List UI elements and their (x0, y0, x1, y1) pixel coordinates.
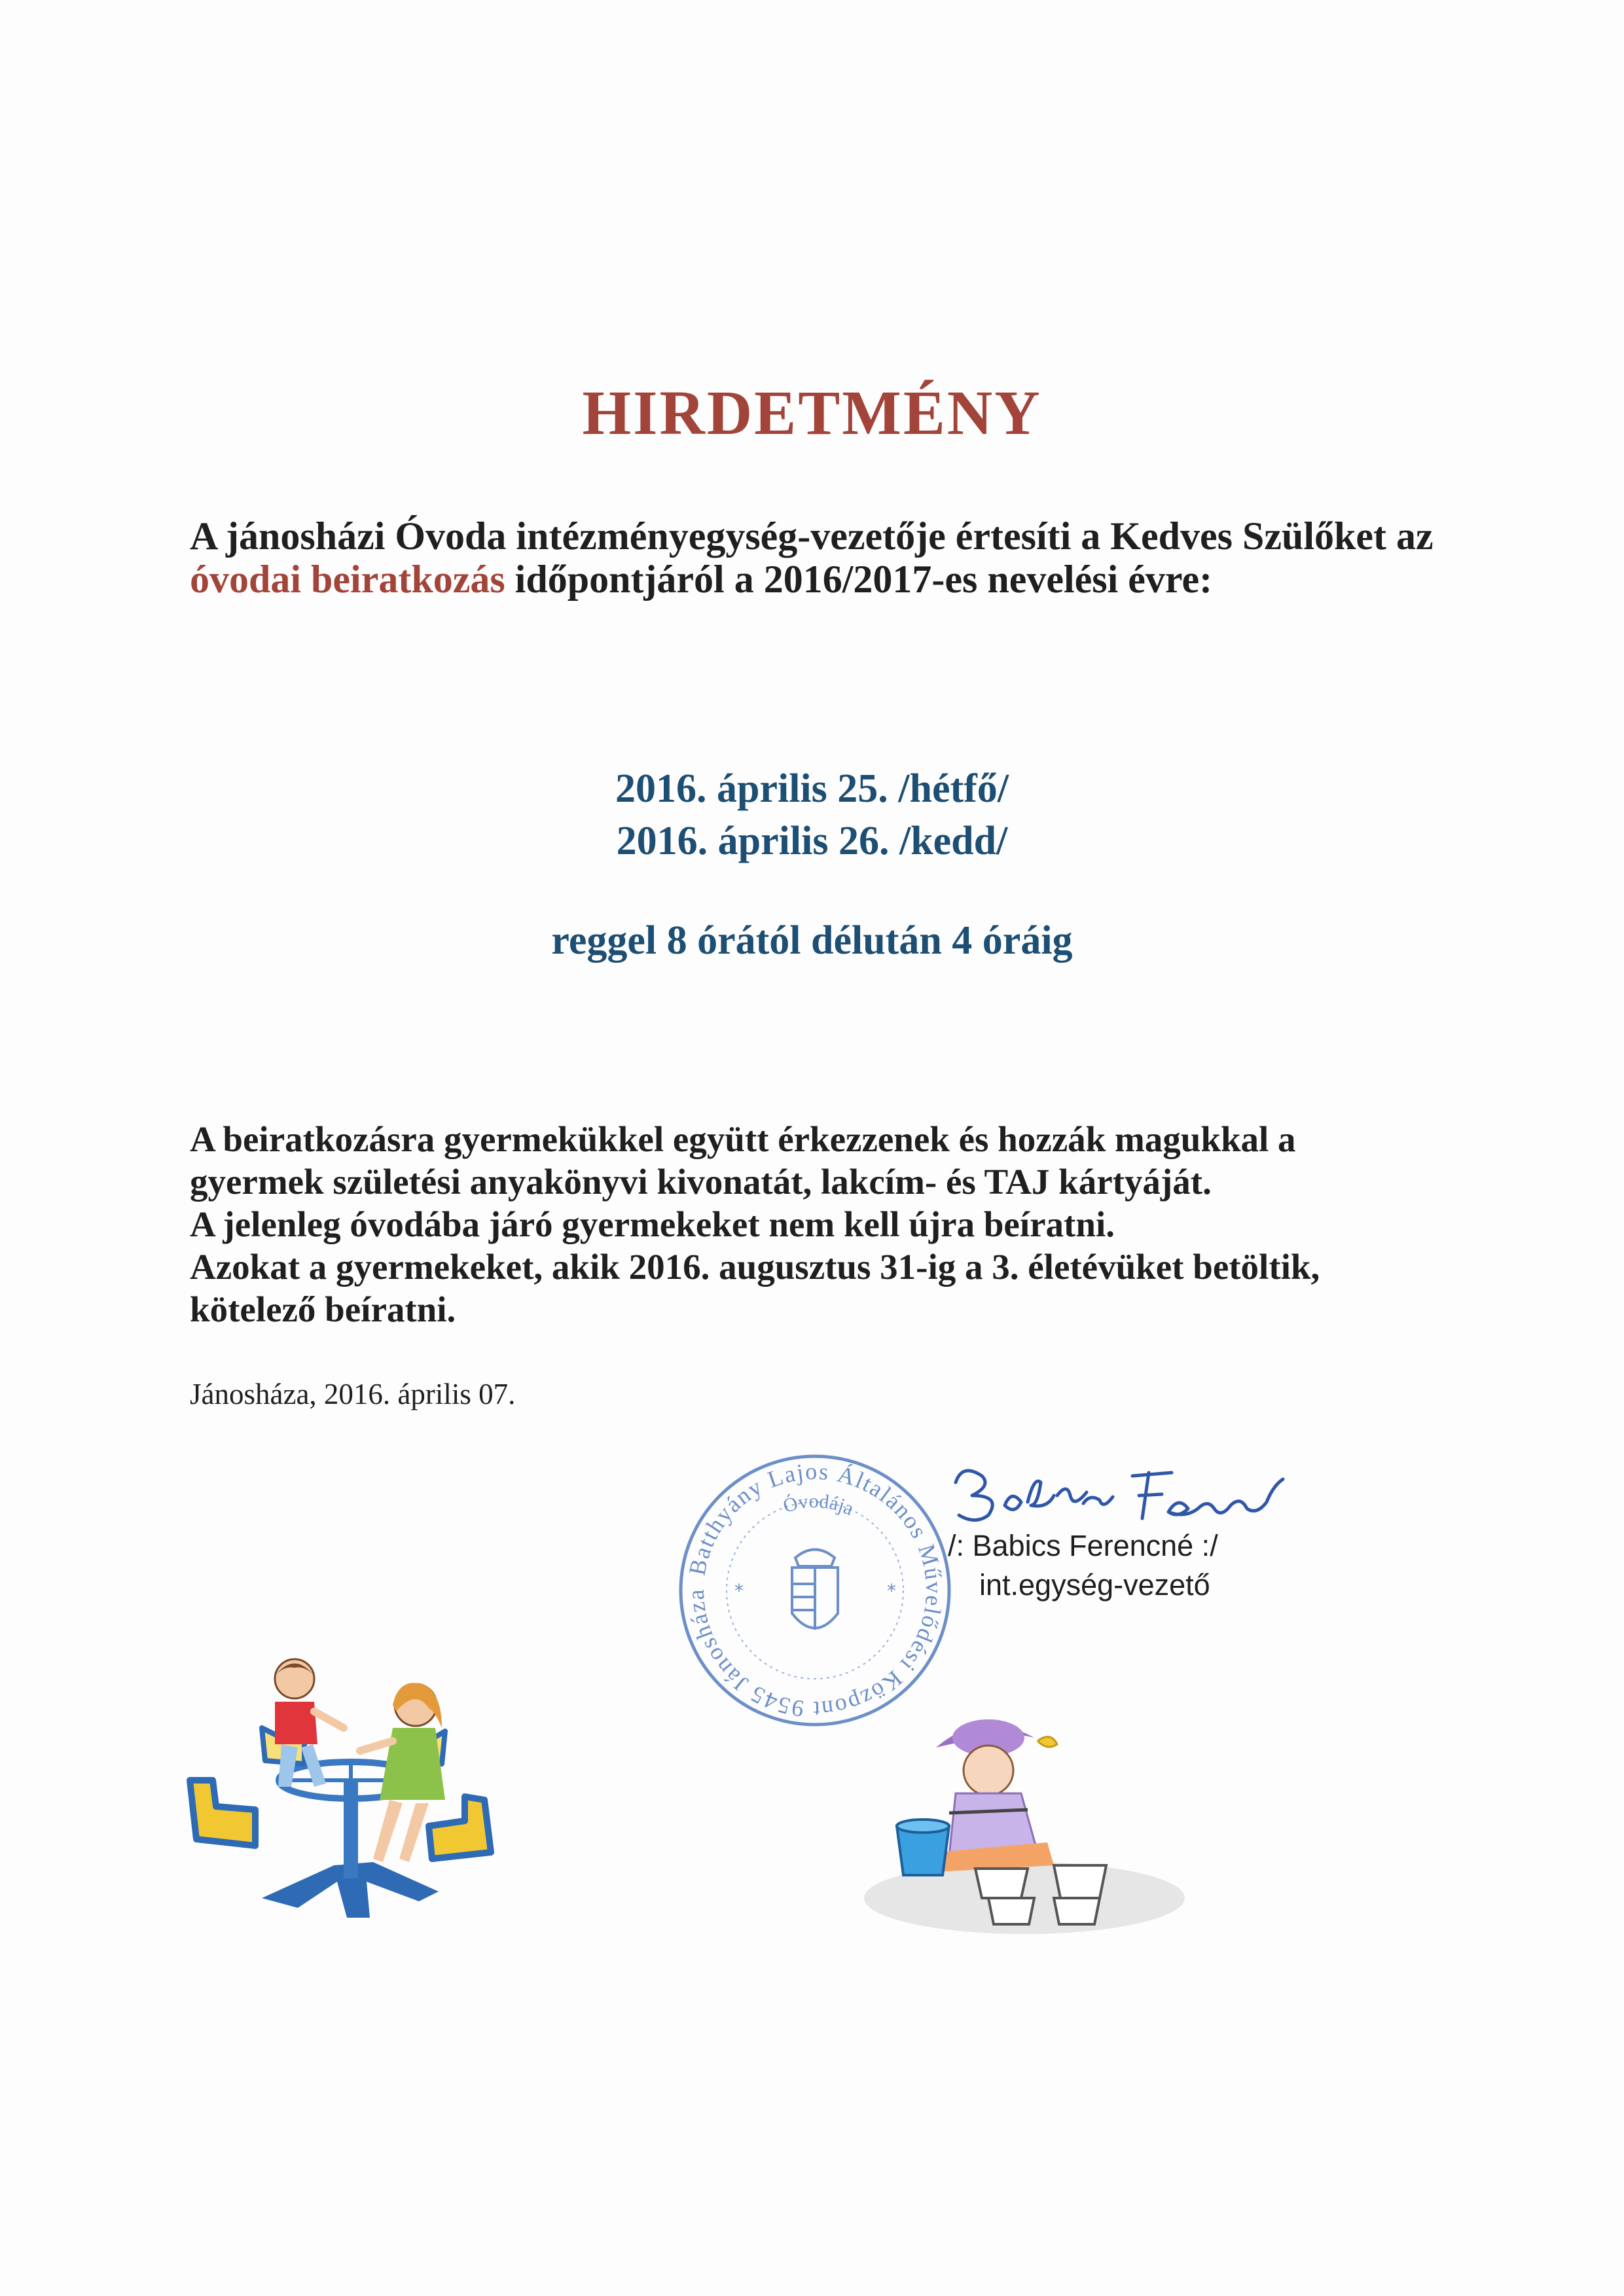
intro-text-after: időpontjáról a 2016/2017-es nevelési évre: (505, 558, 1213, 601)
signatory-name: /: Babics Ferencné :/ (948, 1529, 1218, 1562)
official-stamp (668, 1429, 956, 1731)
instruction-line: A jelenleg óvodába járó gyermekeket nem kell újra beíratni. (190, 1204, 1115, 1244)
intro-paragraph (190, 514, 1434, 601)
enrollment-date-2: 2016. április 26. /kedd/ (616, 819, 1008, 863)
signatory-role: int.egység-vezető (979, 1568, 1210, 1602)
instruction-line: kötelező beíratni. (190, 1289, 456, 1329)
place-date: Jánosháza, 2016. április 07. (190, 1378, 516, 1410)
enrollment-time: reggel 8 órától délután 4 óráig (551, 918, 1073, 963)
instruction-line: gyermek születési anyakönyvi kivonatát, lakcím- és TAJ kártyáját. (190, 1162, 1212, 1202)
boy-figure (275, 1659, 344, 1787)
instructions-paragraph (190, 1118, 1499, 1331)
sandbox-child-illustration (857, 1702, 1198, 1937)
merry-go-round-illustration (183, 1649, 576, 1924)
handwritten-signature (943, 1456, 1322, 1535)
instruction-line: A beiratkozásra gyermekükkel együtt érkezzenek és hozzák magukkal a (190, 1119, 1296, 1159)
svg-text:*: * (734, 1580, 744, 1602)
seat-left (190, 1780, 255, 1846)
stamp-inner-text: Óvodája (780, 1490, 857, 1520)
instruction-line: Azokat a gyermekeket, akik 2016. augusztus 31-ig a 3. életévüket betöltik, (190, 1247, 1320, 1287)
intro-text-before: A jánosházi Óvoda intézményegység-vezetője értesíti a Kedves Szülőket az (190, 514, 1434, 558)
stamp-outer-text: Batthyány Lajos Általános Művelődési Központ 9545 Jánosháza, Ifjúság u. 1. (668, 1429, 948, 1723)
coat-of-arms-icon (792, 1550, 838, 1630)
notice-title: HIRDETMÉNY (582, 378, 1042, 448)
enrollment-date-1: 2016. április 25. /hétfő/ (615, 766, 1009, 811)
svg-text:*: * (887, 1580, 896, 1602)
intro-highlight: óvodai beiratkozás (190, 558, 505, 601)
